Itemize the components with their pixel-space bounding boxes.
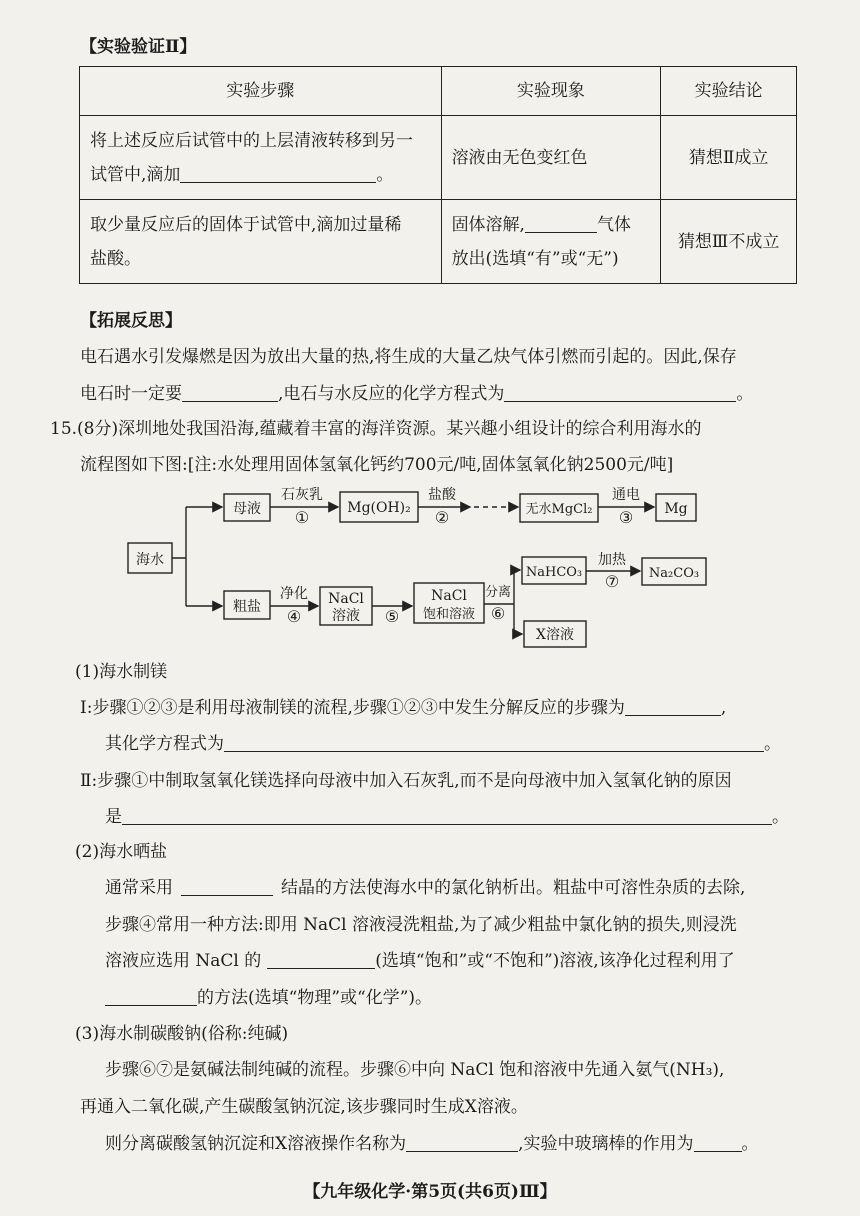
- row1-step-line1: 将上述反应后试管中的上层清液转移到另一: [90, 130, 413, 151]
- row1-conclusion: 猜想Ⅱ成立: [661, 116, 797, 200]
- label-anhydrous-mgcl2: 无水MgCl₂: [525, 502, 593, 517]
- label-electrify: 通电: [612, 487, 640, 503]
- label-step1: ①: [294, 508, 310, 527]
- part1-title: (1)海水制镁: [75, 662, 168, 682]
- label-x-solution: X溶液: [536, 627, 574, 643]
- page-footer: 【九年级化学·第5页(共6页)Ⅲ】: [303, 1182, 557, 1202]
- label-step3: ③: [618, 508, 634, 527]
- header-phenomenon: 实验现象: [441, 67, 661, 116]
- part2-title: (2)海水晒盐: [75, 842, 168, 862]
- q15-line1: 15.(8分)深圳地处我国沿海,蕴藏着丰富的海洋资源。某兴趣小组设计的综合利用海水的: [50, 419, 702, 439]
- section-title-verify2: 【实验验证Ⅱ】: [80, 37, 197, 57]
- label-na2co3: Na₂CO₃: [648, 566, 700, 581]
- row2-step-line2: 盐酸。: [90, 248, 141, 269]
- label-heat: 加热: [598, 552, 626, 568]
- part1-ii-line2: 是 。: [105, 807, 789, 827]
- reflect-line2: 电石时一定要 ,电石与水反应的化学方程式为 。: [80, 384, 754, 404]
- label-separate: 分离: [484, 585, 512, 600]
- label-hcl: 盐酸: [428, 487, 456, 503]
- answer-blank[interactable]: [122, 806, 772, 825]
- part1-ii-line1: Ⅱ:步骤①中制取氢氧化镁选择向母液中加入石灰乳,而不是向母液中加入氢氧化钠的原因: [80, 771, 732, 791]
- label-mother-liquor: 母液: [233, 501, 261, 517]
- label-step2: ②: [434, 508, 450, 527]
- label-mgoh2: Mg(OH)₂: [347, 500, 411, 516]
- header-conclusion: 实验结论: [661, 67, 797, 116]
- reflect-line1: 电石遇水引发爆燃是因为放出大量的热,将生成的大量乙炔气体引燃而引起的。因此,保存: [80, 347, 737, 367]
- part3-line1: 步骤⑥⑦是氨碱法制纯碱的流程。步骤⑥中向 NaCl 饱和溶液中先通入氨气(NH₃),: [105, 1060, 725, 1080]
- table-row: 将上述反应后试管中的上层清液转移到另一 试管中,滴加 。 溶液由无色变红色 猜想Ⅱ成立: [80, 116, 797, 200]
- header-steps: 实验步骤: [80, 67, 442, 116]
- label-step4: ④: [286, 607, 302, 626]
- label-purify: 净化: [280, 586, 308, 602]
- row2-conclusion: 猜想Ⅲ不成立: [661, 200, 797, 284]
- answer-blank[interactable]: [406, 1133, 518, 1152]
- part2-line3: 溶液应选用 NaCl 的 (选填“饱和”或“不饱和”)溶液,该净化过程利用了: [105, 951, 735, 971]
- part3-line3: 则分离碳酸氢钠沉淀和X溶液操作名称为 ,实验中玻璃棒的作用为 。: [105, 1134, 759, 1154]
- branch-line: [484, 570, 514, 634]
- row1-phenomenon: 溶液由无色变红色: [441, 116, 661, 200]
- answer-blank[interactable]: [267, 950, 375, 969]
- row1-step-line2: 试管中,滴加: [90, 164, 181, 185]
- label-seawater: 海水: [136, 552, 164, 568]
- answer-blank[interactable]: [224, 733, 764, 752]
- part1-i-line2: 其化学方程式为 。: [105, 734, 781, 754]
- label-mg: Mg: [664, 501, 688, 517]
- label-step5: ⑤: [384, 607, 400, 626]
- part2-line4: 的方法(选填“物理”或“化学”)。: [105, 987, 432, 1009]
- branch-line: [172, 507, 186, 606]
- part2-line2: 步骤④常用一种方法:即用 NaCl 溶液浸洗粗盐,为了减少粗盐中氯化钠的损失,则浸洗: [105, 915, 737, 935]
- part1-i-line1: Ⅰ:步骤①②③是利用母液制镁的流程,步骤①②③中发生分解反应的步骤为 ,: [80, 698, 727, 718]
- q15-line2: 流程图如下图:[注:水处理用固体氢氧化钙约700元/吨,固体氢氧化钠2500元/吨]: [80, 455, 674, 475]
- answer-blank[interactable]: [105, 987, 197, 1006]
- label-lime-milk: 石灰乳: [281, 487, 323, 503]
- row2-phenomenon-line1: 固体溶解,: [451, 214, 525, 235]
- table-row: 取少量反应后的固体于试管中,滴加过量稀 盐酸。 固体溶解, 气体 放出(选填“有”或“无”) 猜想Ⅲ不成立: [80, 200, 797, 284]
- label-nacl-solution-a: NaCl: [328, 591, 364, 607]
- row2-phenomenon-line2: 放出(选填“有”或“无”): [451, 248, 619, 269]
- part3-title: (3)海水制碳酸钠(俗称:纯碱): [75, 1024, 289, 1044]
- label-nacl-solution-b: 溶液: [332, 608, 360, 624]
- label-step6: ⑥: [490, 604, 506, 623]
- answer-blank[interactable]: [694, 1133, 742, 1152]
- row2-step-line1: 取少量反应后的固体于试管中,滴加过量稀: [90, 214, 402, 235]
- label-nahco3: NaHCO₃: [525, 565, 583, 580]
- section-title-reflect: 【拓展反思】: [80, 311, 182, 331]
- label-step7: ⑦: [604, 572, 620, 591]
- part2-line1: 通常采用 结晶的方法使海水中的氯化钠析出。粗盐中可溶性杂质的去除,: [105, 878, 746, 898]
- label-nacl-saturated-b: 饱和溶液: [422, 607, 476, 622]
- answer-blank[interactable]: [181, 877, 273, 896]
- label-crude-salt: 粗盐: [233, 599, 261, 615]
- part3-line2: 再通入二氧化碳,产生碳酸氢钠沉淀,该步骤同时生成X溶液。: [80, 1097, 528, 1117]
- label-nacl-saturated-a: NaCl: [431, 588, 467, 604]
- answer-blank[interactable]: [625, 697, 721, 716]
